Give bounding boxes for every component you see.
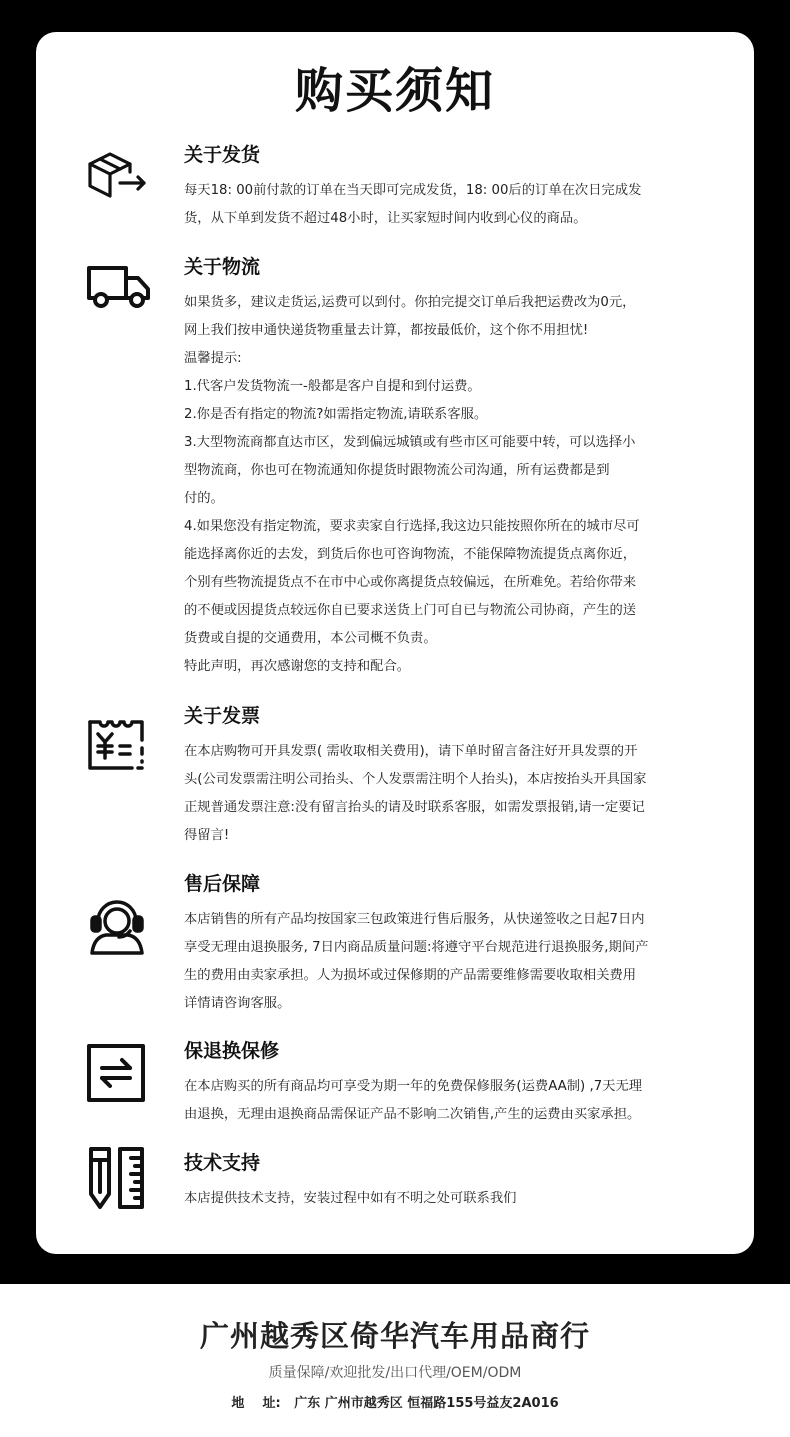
section-text: 正规普通发票注意:没有留言抬头的请及时联系客服，如需发票报销,请一定要记 bbox=[184, 800, 645, 815]
section-heading: 技术支持 bbox=[184, 1152, 261, 1174]
section-heading: 保退换保修 bbox=[184, 1040, 280, 1062]
section-text: 温馨提示: bbox=[184, 351, 242, 366]
section-heading: 关于发货 bbox=[184, 144, 261, 166]
section-text: 4.如果您没有指定物流，要求卖家自行选择,我这边只能按照你所在的城市尽可 bbox=[184, 519, 640, 534]
section-heading: 关于物流 bbox=[184, 256, 261, 278]
section-tech-support bbox=[184, 1151, 724, 1213]
section-text: 生的费用由卖家承担。人为损坏或过保修期的产品需要维修需要收取相关费用 bbox=[184, 968, 637, 983]
section-heading: 售后保障 bbox=[184, 873, 261, 895]
section-shipping bbox=[184, 143, 724, 233]
section-text: 本店销售的所有产品均按国家三包政策进行售后服务，从快递签收之日起7日内 bbox=[184, 912, 645, 927]
section-text: 享受无理由退换服务, 7日内商品质量问题:将遵守平台规范进行退换服务,期间产 bbox=[184, 940, 649, 955]
tagline: 质量保障/欢迎批发/出口代理/OEM/ODM bbox=[268, 1365, 522, 1381]
address: 地 址: 广东 广州市越秀区 恒福路155号益友2A016 bbox=[231, 1396, 559, 1411]
section-text: 3.大型物流商都直达市区，发到偏远城镇或有些市区可能要中转，可以选择小 bbox=[184, 435, 636, 450]
section-text: 个别有些物流提货点不在市中心或你离提货点较偏远，在所难免。若给你带来 bbox=[184, 575, 637, 590]
customer-service-icon bbox=[86, 893, 148, 955]
section-text: 每天18: 00前付款的订单在当天即可完成发货，18: 00后的订单在次日完成发 bbox=[184, 183, 642, 198]
invoice-icon bbox=[86, 718, 148, 774]
exchange-icon bbox=[86, 1043, 146, 1103]
section-invoice bbox=[184, 704, 724, 850]
page-title: 购买须知 bbox=[294, 63, 495, 119]
section-text: 货，从下单到发货不超过48小时，让买家短时间内收到心仪的商品。 bbox=[184, 211, 587, 226]
section-text: 详情请咨询客服。 bbox=[184, 996, 291, 1011]
section-text: 1.代客户发货物流一-般都是客户自提和到付运费。 bbox=[184, 379, 481, 394]
section-text: 能选择离你近的去发，到货后你也可咨询物流，不能保障物流提货点离你近， bbox=[184, 547, 637, 562]
section-logistics bbox=[184, 255, 724, 681]
company-name: 广州越秀区倚华汽车用品商行 bbox=[199, 1319, 590, 1353]
section-warranty bbox=[184, 1039, 724, 1129]
section-text: 2.你是否有指定的物流?如需指定物流,请联系客服。 bbox=[184, 407, 488, 422]
section-text: 付的。 bbox=[184, 491, 224, 506]
footer bbox=[0, 1284, 790, 1437]
section-text: 得留言! bbox=[184, 828, 230, 843]
section-text: 由退换，无理由退换商品需保证产品不影响二次销售,产生的运费由买家承担。 bbox=[184, 1107, 641, 1122]
section-text: 在本店购买的所有商品均可享受为期一年的免费保修服务(运费AA制) ,7天无理 bbox=[184, 1079, 643, 1094]
section-text: 本店提供技术支持，安装过程中如有不明之处可联系我们 bbox=[184, 1191, 517, 1206]
section-text: 型物流商，你也可在物流通知你提货时跟物流公司沟通，所有运费都是到 bbox=[184, 463, 610, 478]
section-text: 在本店购物可开具发票( 需收取相关费用)，请下单时留言备注好开具发票的开 bbox=[184, 744, 638, 759]
section-text: 如果货多，建议走货运,运费可以到付。你拍完提交订单后我把运费改为0元， bbox=[184, 295, 636, 310]
section-text: 的不便或因提货点较远你自已要求送货上门可自已与物流公司协商，产生的送 bbox=[184, 603, 637, 618]
truck-icon bbox=[86, 264, 152, 310]
section-after-sales bbox=[184, 872, 724, 1018]
pencil-ruler-icon bbox=[88, 1146, 146, 1210]
package-shipping-icon bbox=[86, 150, 148, 200]
section-text: 特此声明，再次感谢您的支持和配合。 bbox=[184, 659, 411, 674]
section-text: 网上我们按申通快递货物重量去计算，都按最低价，这个你不用担忧! bbox=[184, 323, 589, 338]
section-text: 头(公司发票需注明公司抬头、个人发票需注明个人抬头)，本店按抬头开具国家 bbox=[184, 772, 647, 787]
section-text: 货费或自提的交通费用，本公司概不负责。 bbox=[184, 631, 437, 646]
section-heading: 关于发票 bbox=[184, 705, 261, 727]
